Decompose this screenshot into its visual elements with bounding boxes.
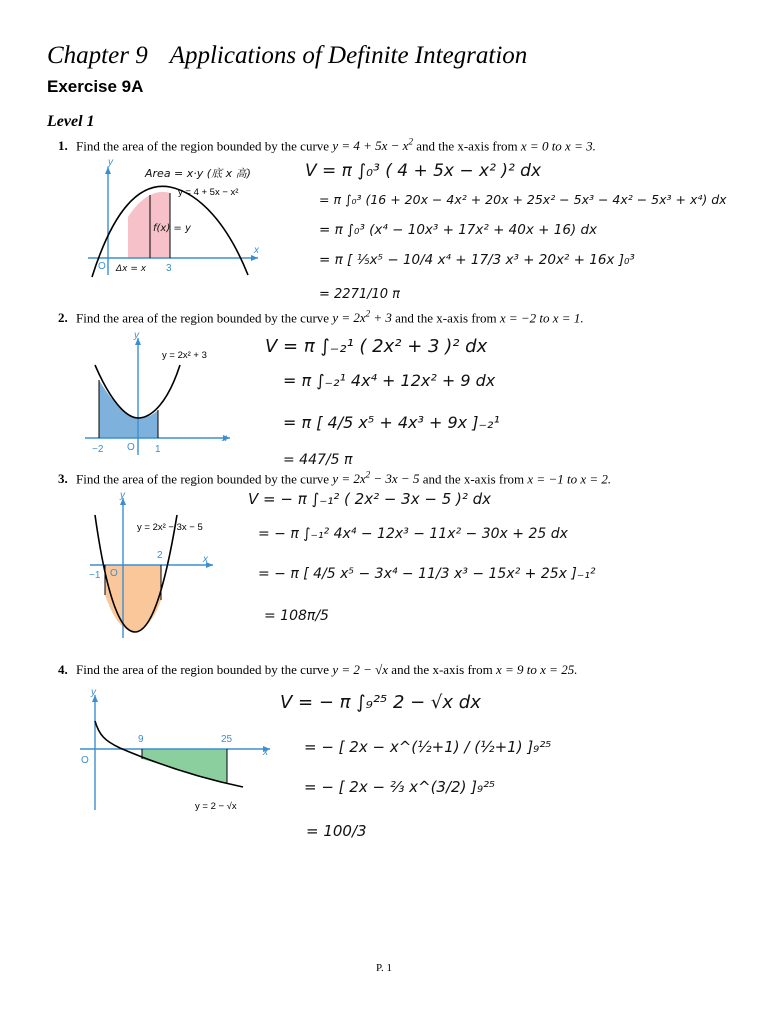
- question-text-mid: and the x-axis from: [388, 662, 496, 677]
- annotation-fx: f(x) = y: [153, 223, 191, 234]
- shaded-region: [99, 380, 158, 438]
- work-line: = π ∫₀³ (x⁴ − 10x³ + 17x² + 40x + 16) dx: [319, 222, 598, 238]
- x-range: x = −2 to x = 1.: [499, 310, 584, 326]
- question-1: [58, 137, 596, 154]
- work-line: V = − π ∫₉²⁵ 2 − √x dx: [280, 692, 481, 713]
- graph-4: [75, 685, 280, 820]
- question-text: Find the area of the region bounded by the curve: [76, 310, 333, 326]
- origin-label: O: [127, 442, 135, 453]
- work-line: = − π [ 4/5 x⁵ − 3x⁴ − 11/3 x³ − 15x² + 25x ]₋₁²: [258, 566, 596, 582]
- annotation-area: Area = x·y (底 x 高): [145, 167, 251, 180]
- question-number: 2.: [58, 310, 68, 326]
- graph-1: [70, 155, 270, 280]
- tick-label: 25: [221, 734, 233, 745]
- tick-label: 9: [138, 734, 144, 745]
- tick-label: 3: [166, 263, 172, 274]
- level-heading: Level 1: [47, 113, 95, 130]
- curve-label: y = 2 − √x: [195, 801, 237, 812]
- work-3: [248, 484, 748, 639]
- work-line: = 2271/10 π: [319, 287, 400, 302]
- x-range: x = 9 to x = 25.: [496, 662, 578, 677]
- curve-equation: y = 2 − √x: [332, 662, 389, 677]
- chapter-heading: [47, 42, 527, 70]
- work-line: V = − π ∫₋₁² ( 2x² − 3x − 5 )² dx: [248, 490, 492, 508]
- question-number: 1.: [58, 138, 68, 154]
- curve-equation: $y = 4 + 5x - x^2$: [332, 137, 413, 154]
- work-line: = 447/5 π: [283, 452, 353, 468]
- y-axis-label: y: [108, 157, 113, 168]
- y-axis-label: y: [91, 687, 96, 698]
- y-axis-label: y: [120, 490, 125, 501]
- work-line: V = π ∫₋₂¹ ( 2x² + 3 )² dx: [265, 336, 488, 357]
- question-text-mid: and the x-axis from: [419, 471, 528, 487]
- graph-3: [85, 490, 230, 640]
- x-range: x = −1 to x = 2.: [527, 471, 612, 487]
- graph-2: [80, 330, 240, 460]
- work-1: [305, 158, 745, 313]
- tick-label: −1: [89, 570, 101, 581]
- work-line: = π [ ⅕x⁵ − 10/4 x⁴ + 17/3 x³ + 20x² + 16x ]₀³: [319, 252, 635, 268]
- exercise-title: Exercise 9A: [47, 77, 144, 96]
- page-number: P. 1: [376, 962, 392, 974]
- annotation-dx: Δx = x: [116, 264, 147, 274]
- tick-label: 2: [157, 550, 163, 561]
- tick-label: 1: [155, 444, 161, 455]
- work-2: [265, 330, 725, 475]
- question-number: 4.: [58, 662, 68, 677]
- question-number: 3.: [58, 471, 68, 487]
- work-line: = 108π/5: [264, 608, 329, 624]
- origin-label: O: [81, 755, 89, 766]
- chapter-number: Chapter 9: [47, 42, 148, 69]
- work-line: = − [ 2x − ⅔ x^(3/2) ]₉²⁵: [304, 778, 496, 796]
- work-line: V = π ∫₀³ ( 4 + 5x − x² )² dx: [305, 161, 542, 181]
- x-axis-label: x: [222, 433, 227, 444]
- question-text: Find the area of the region bounded by the curve: [76, 662, 333, 677]
- curve-label: y = 2x² − 3x − 5: [137, 522, 203, 533]
- y-axis-label: y: [134, 330, 139, 341]
- origin-label: O: [110, 568, 118, 579]
- chapter-title: Applications of Definite Integration: [169, 42, 528, 69]
- work-line: = − π ∫₋₁² 4x⁴ − 12x³ − 11x² − 30x + 25 dx: [258, 526, 568, 542]
- work-4: [280, 680, 740, 855]
- work-line: = 100/3: [306, 822, 367, 840]
- question-text-mid: and the x-axis from: [412, 138, 521, 154]
- question-text-mid: and the x-axis from: [391, 310, 500, 326]
- curve-equation: $y = 2x^2 - 3x - 5$: [332, 470, 420, 487]
- x-axis-label: x: [254, 245, 259, 256]
- question-text: Find the area of the region bounded by the curve: [76, 471, 333, 487]
- work-line: = π [ 4/5 x⁵ + 4x³ + 9x ]₋₂¹: [283, 413, 500, 432]
- shaded-region: [142, 749, 227, 783]
- x-range: x = 0 to x = 3.: [520, 138, 596, 154]
- origin-label: O: [98, 261, 106, 272]
- question-2: [58, 309, 584, 326]
- work-line: = π ∫₋₂¹ 4x⁴ + 12x² + 9 dx: [283, 371, 496, 390]
- question-text: Find the area of the region bounded by the curve: [76, 138, 333, 154]
- curve-equation: $y = 2x^2 + 3$: [332, 309, 392, 326]
- question-4: [58, 662, 577, 678]
- x-axis-label: x: [263, 747, 268, 758]
- curve-label: y = 2x² + 3: [162, 350, 207, 361]
- work-line: = − [ 2x − x^(½+1) / (½+1) ]₉²⁵: [304, 738, 552, 756]
- x-axis-label: x: [203, 554, 208, 565]
- curve-label: y = 4 + 5x − x²: [178, 187, 239, 198]
- tick-label: −2: [92, 444, 104, 455]
- work-line: = π ∫₀³ (16 + 20x − 4x² + 20x + 25x² − 5x³ − 4x² − 5x³ + x⁴) dx: [319, 192, 727, 207]
